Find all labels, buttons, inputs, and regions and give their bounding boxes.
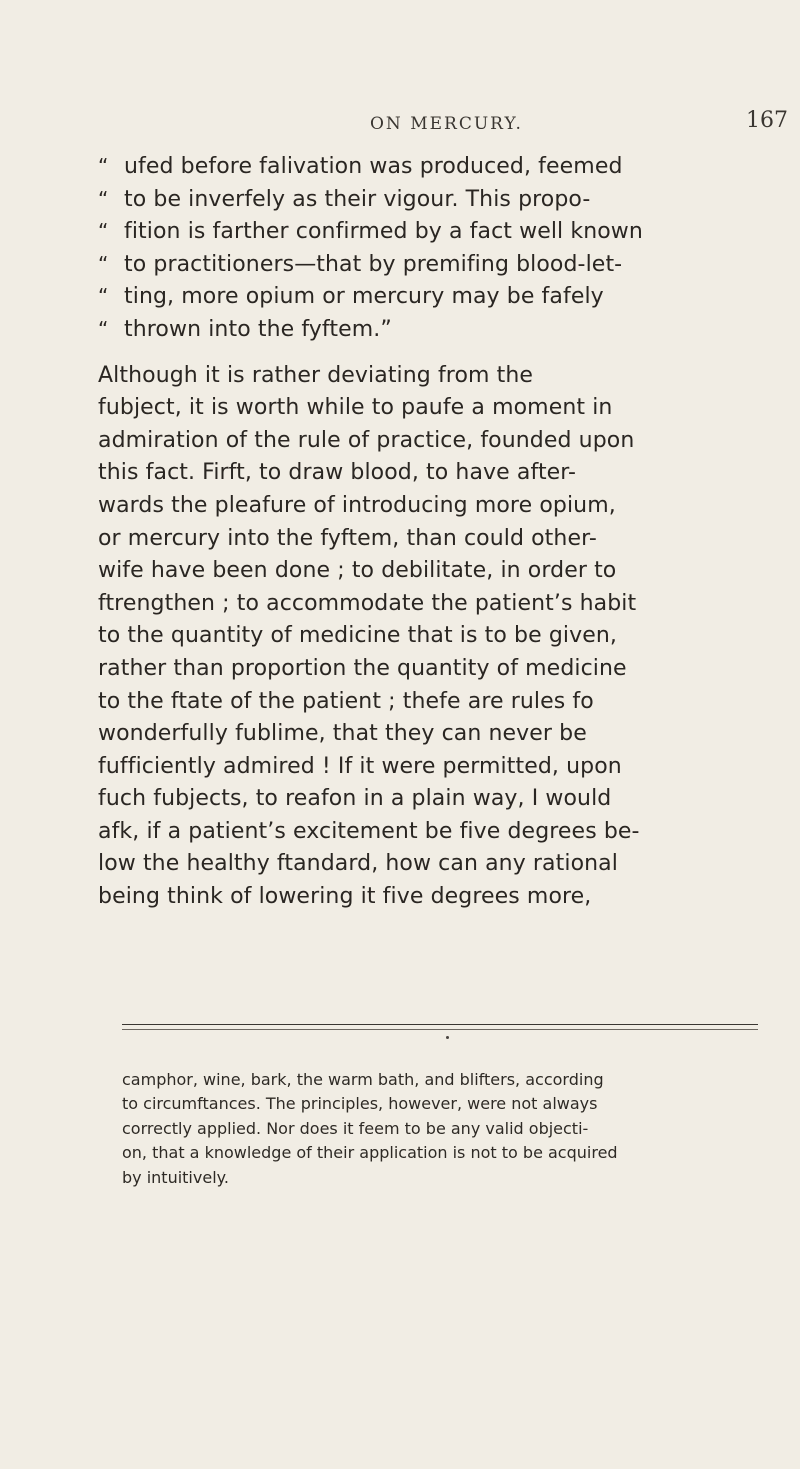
footnote-rule: [122, 1024, 758, 1025]
text-line: wife have been done ; to debilitate, in order to: [98, 558, 617, 584]
running-head-title: ON MERCURY.: [370, 114, 523, 134]
text-line: wards the pleafure of introducing more opium,: [98, 492, 616, 518]
text-line: “ to practitioners—that by premifing blood-let-: [98, 248, 738, 281]
text-line: to the quantity of medicine that is to be given,: [98, 623, 617, 649]
footnote-line: to circumftances. The principles, however, were not always: [122, 1094, 598, 1114]
text-line: wonderfully fublime, that they can never be: [98, 721, 587, 747]
text-line: ftrengthen ; to accommodate the patient’s habit: [98, 590, 637, 616]
text-line: rather than proportion the quantity of medicine: [98, 655, 627, 681]
text-line: “ fition is farther confirmed by a fact well known: [98, 215, 738, 248]
page-number: 167: [746, 108, 788, 133]
footnote-ornament-dot: [446, 1036, 449, 1039]
running-head: [0, 108, 800, 148]
quote-mark: “: [98, 154, 109, 178]
quote-mark: “: [98, 186, 109, 211]
text-line: “ ting, more opium or mercury may be fafely: [98, 280, 738, 313]
text-line: this fact. Firft, to draw blood, to have after-: [98, 460, 577, 486]
text-line: “ ufed before falivation was produced, feemed: [98, 150, 738, 183]
quote-mark: “: [98, 284, 109, 309]
text-line: admiration of the rule of practice, founded upon: [98, 427, 635, 453]
text-line: fubject, it is worth while to paufe a moment in: [98, 395, 613, 421]
footnote: [122, 1068, 762, 1190]
quote-mark: “: [98, 251, 109, 276]
body-text: [98, 150, 738, 914]
text-line: low the healthy ftandard, how can any rational: [98, 851, 618, 877]
footnote-line: on, that a knowledge of their application is not to be acquired: [122, 1143, 618, 1163]
text-line: to the ftate of the patient ; thefe are rules fo: [98, 688, 594, 714]
text-line: fuch fubjects, to reafon in a plain way, I would: [98, 786, 612, 812]
text-line: being think of lowering it five degrees more,: [98, 884, 592, 910]
footnote-line: by intuitively.: [122, 1167, 229, 1187]
paragraph-start-line: Although it is rather deviating from the: [98, 362, 534, 388]
quote-mark: “: [98, 219, 109, 244]
quote-mark: “: [98, 316, 109, 341]
text-line: afk, if a patient’s excitement be five degrees be-: [98, 818, 640, 844]
text-line: or mercury into the fyftem, than could other-: [98, 525, 597, 551]
text-line: “ to be inverfely as their vigour. This propo-: [98, 183, 738, 216]
footnote-line: camphor, wine, bark, the warm bath, and blifters, according: [122, 1070, 604, 1089]
text-line: fufficiently admired ! If it were permitted, upon: [98, 753, 622, 779]
footnote-rule-thin: [122, 1029, 758, 1030]
text-line: “ thrown into the fyftem.”: [98, 313, 738, 346]
footnote-line: correctly applied. Nor does it feem to be any valid objecti-: [122, 1118, 589, 1138]
